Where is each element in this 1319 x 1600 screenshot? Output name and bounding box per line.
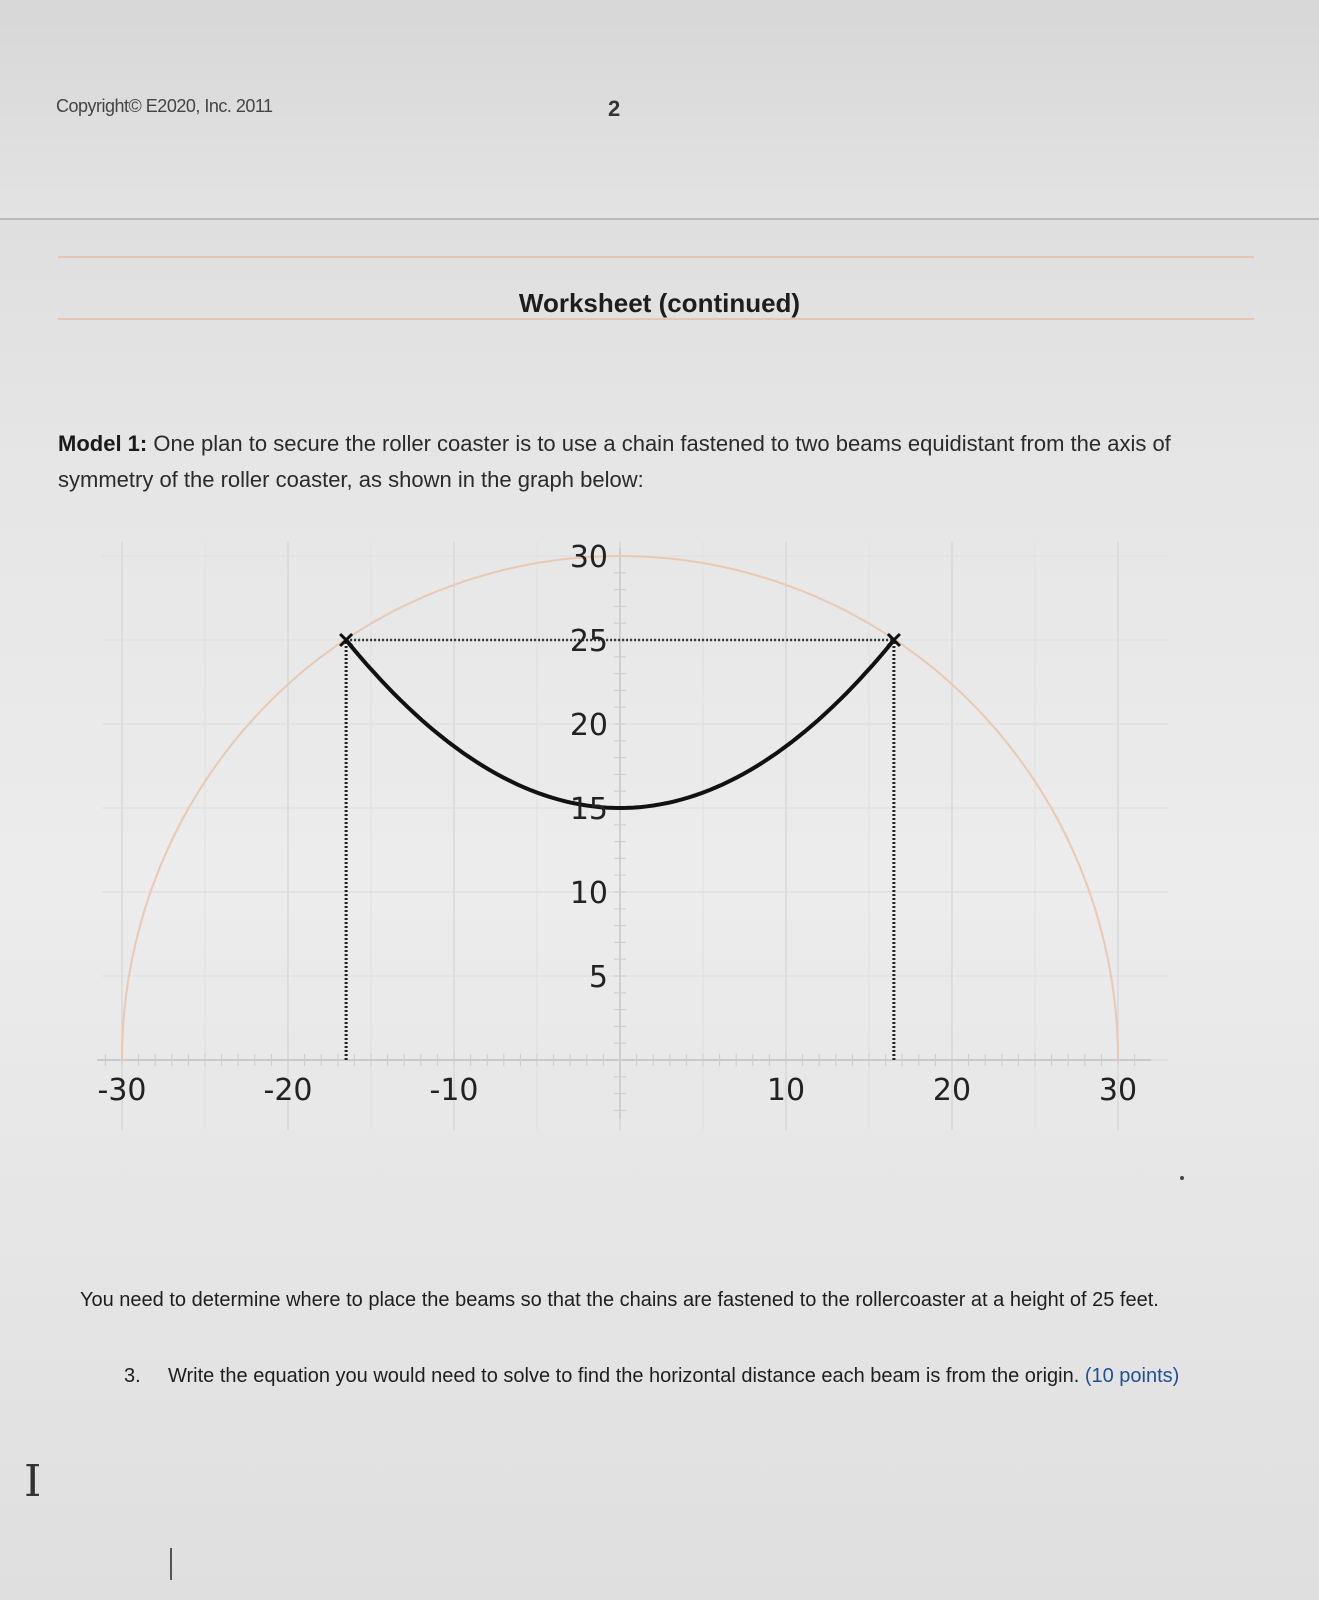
question-body bbox=[168, 1364, 1188, 1388]
y-tick-label: 15 bbox=[569, 792, 608, 827]
x-tick-label: -30 bbox=[97, 1073, 147, 1108]
page-number: 2 bbox=[608, 96, 621, 121]
title-rule-top bbox=[58, 256, 1254, 258]
browser-top-panel bbox=[0, 0, 1319, 220]
x-tick-label: 20 bbox=[932, 1073, 972, 1108]
model-body: One plan to secure the roller coaster is to use a chain fastened to two beams equidistant from the axis of symmetry of the roller coaster, as shown in the graph below: bbox=[58, 431, 1171, 492]
x-tick-label: 30 bbox=[1098, 1073, 1138, 1108]
task-instructions: You need to determine where to place the beams so that the chains are fastened to the rollercoaster at a height of 25 feet. bbox=[80, 1289, 1159, 1311]
question-3 bbox=[124, 1364, 1204, 1388]
x-tick-label: -20 bbox=[263, 1073, 313, 1108]
question-points: (10 points) bbox=[1084, 1365, 1180, 1387]
grid-lines bbox=[102, 542, 1168, 1130]
axis-ticks bbox=[97, 548, 1151, 1119]
roller-coaster-graph bbox=[0, 520, 1319, 1140]
y-tick-label: 30 bbox=[569, 540, 608, 575]
screen-speck bbox=[1180, 1176, 1184, 1180]
title-rule-bottom bbox=[58, 318, 1254, 320]
question-text: Write the equation you would need to solve to find the horizontal distance each beam is from the origin. bbox=[168, 1365, 1080, 1387]
worksheet-title: Worksheet (continued) bbox=[518, 288, 801, 318]
text-caret bbox=[170, 1548, 172, 1580]
tick-label-layer bbox=[98, 540, 1138, 1108]
model-label: Model 1: bbox=[58, 431, 148, 456]
x-tick-label: -10 bbox=[429, 1073, 479, 1108]
y-tick-label: 5 bbox=[588, 960, 608, 995]
y-tick-label: 20 bbox=[569, 708, 608, 743]
question-number: 3. bbox=[124, 1365, 141, 1387]
copyright-text: Copyright© E2020, Inc. 2011 bbox=[56, 96, 273, 116]
model-description bbox=[58, 426, 1258, 498]
x-tick-label: 10 bbox=[766, 1073, 806, 1108]
y-tick-label: 10 bbox=[569, 876, 608, 911]
mouse-ibeam-cursor-icon: I bbox=[24, 1456, 42, 1507]
y-tick-label: 25 bbox=[569, 624, 608, 659]
